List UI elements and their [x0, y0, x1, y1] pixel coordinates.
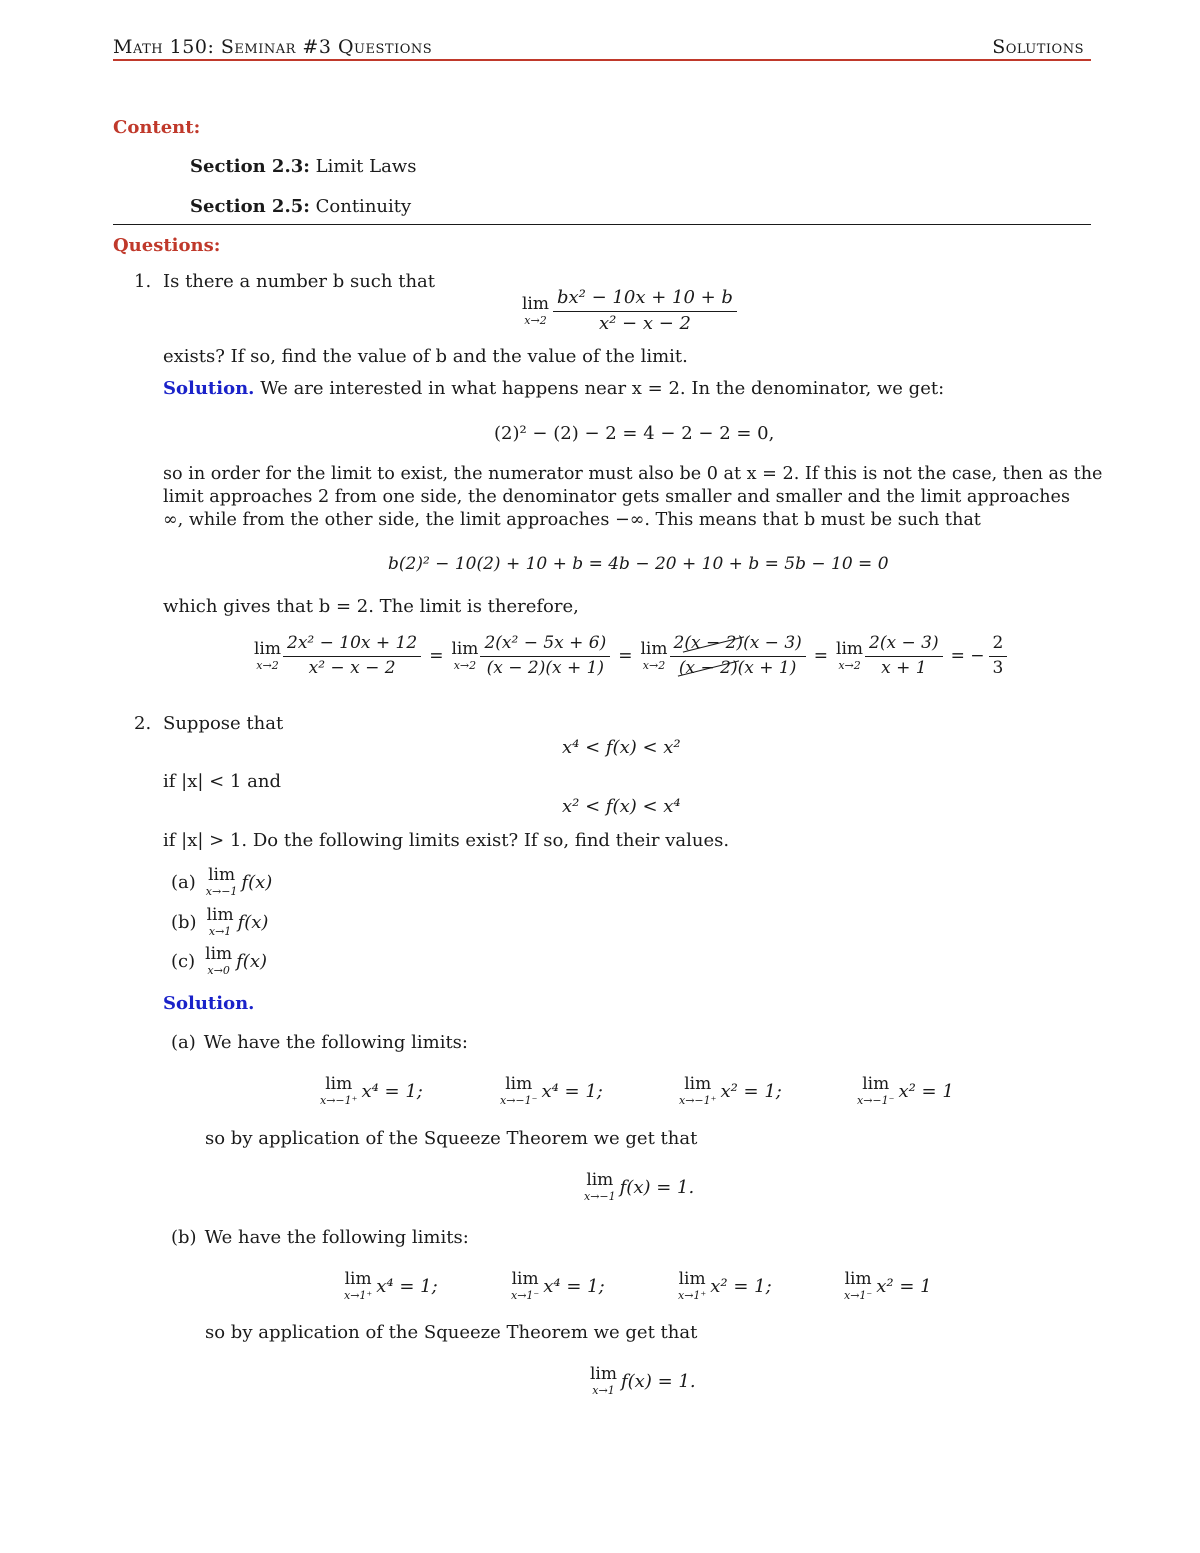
- header-title: Math 150: Seminar #3 Questions: [113, 36, 433, 58]
- q2-condition-2: if |x| > 1. Do the following limits exist? If so, find their values.: [163, 830, 730, 851]
- fraction: $\frac{2(x - 3)}{x + 1}$: [865, 634, 943, 678]
- q2-part-c: [171, 946, 267, 976]
- part-expression: f(x): [236, 950, 267, 972]
- q1-limit-expression: [522, 288, 737, 334]
- content-heading: Content:: [113, 117, 201, 138]
- q2-suppose: Suppose that: [163, 713, 284, 734]
- limit-operator: lim x→1⁻: [844, 1269, 873, 1302]
- q1-limit-chain: lim x→2 $\frac{\text{2x² − 10x + 12}}{\text{x² − x − 2}}$ = lim x→2 $\frac{\text{2(x² − 5x + 6)}}{(x - 2)(x + 1)}$ = lim x→2 $\frac{2(x - 2)(x - 3)}{(x - 2)(x + 1)}$ = lim x→2 $\frac{2(x - 3)}{x + 1}$ = − $\frac{2}{3}$: [254, 634, 1007, 678]
- q2-inequality-1: x⁴ < f(x) < x²: [562, 737, 681, 758]
- limit-operator: lim x→−1⁻: [857, 1074, 895, 1107]
- q1-number: 1.: [134, 271, 152, 292]
- q2-part-a: [171, 867, 272, 897]
- fraction: $\frac{\text{2x² − 10x + 12}}{\text{x² − x − 2}}$: [283, 634, 421, 678]
- part-expression: f(x): [237, 911, 269, 933]
- content-item-text: Limit Laws: [315, 156, 417, 177]
- part-label: (c): [171, 950, 196, 972]
- q2-a-limit-1: lim x→−1⁺ x⁴ = 1;: [320, 1074, 423, 1107]
- limit-operator: lim x→−1⁺: [320, 1074, 358, 1107]
- limit-operator: lim x→2: [522, 294, 549, 328]
- cancelled-factor: (x − 2): [678, 657, 738, 678]
- q2-solution-label: Solution.: [163, 993, 255, 1014]
- fraction: $\frac{\text{bx² − 10x + 10 + b}}{\text{x² − x − 2}}$: [553, 288, 737, 334]
- part-expression: f(x): [241, 871, 273, 893]
- q2-a-intro: (a) We have the following limits:: [171, 1032, 468, 1053]
- q1-paragraph-line-1: so in order for the limit to exist, the numerator must also be 0 at x = 2. If this is not the case, then as the: [163, 464, 1103, 484]
- limit-operator: lim x→2: [451, 639, 479, 673]
- q2-inequality-2: x² < f(x) < x⁴: [562, 796, 681, 817]
- q2-a-final: lim x→−1 f(x) = 1.: [584, 1170, 695, 1203]
- q1-eq-b: b(2)² − 10(2) + 10 + b = 4b − 20 + 10 + b = 5b − 10 = 0: [388, 554, 889, 574]
- result-fraction: $\frac{2}{3}$: [989, 634, 1008, 678]
- solution-label: Solution.: [163, 378, 255, 399]
- limit-operator: lim x→1: [590, 1364, 617, 1397]
- q2-a-squeeze: so by application of the Squeeze Theorem we get that: [205, 1128, 698, 1149]
- q1-paragraph-line-2: limit approaches 2 from one side, the denominator gets smaller and smaller and the limit approaches: [163, 487, 1070, 507]
- content-item-label: Section 2.5:: [190, 196, 310, 217]
- q1-solution-intro: [163, 378, 944, 399]
- part-label: (a): [171, 871, 196, 893]
- limit-operator: lim x→2: [836, 639, 864, 673]
- header-rule: [113, 59, 1091, 61]
- q2-b-final: lim x→1 f(x) = 1.: [590, 1364, 696, 1397]
- questions-heading: Questions:: [113, 235, 221, 256]
- q1-prompt-after: exists? If so, find the value of b and the value of the limit.: [163, 346, 688, 367]
- limit-operator: lim x→−1: [584, 1170, 616, 1203]
- content-divider: [113, 224, 1091, 225]
- q1-prompt: Is there a number b such that: [163, 271, 435, 292]
- q1-gives: which gives that b = 2. The limit is therefore,: [163, 596, 579, 617]
- content-item-label: Section 2.3:: [190, 156, 310, 177]
- q2-b-intro: (b) We have the following limits:: [171, 1227, 469, 1248]
- q2-number: 2.: [134, 713, 152, 734]
- cancelled-factor: (x − 2): [684, 633, 744, 653]
- q2-condition-1: if |x| < 1 and: [163, 771, 281, 792]
- header-right-label: Solutions: [992, 36, 1084, 58]
- limit-operator: lim x→−1⁻: [500, 1074, 538, 1107]
- content-item-section-2-3: [190, 156, 416, 177]
- q2-b-limit-4: lim x→1⁻ x² = 1: [844, 1269, 932, 1302]
- solution-text: We are interested in what happens near x = 2. In the denominator, we get:: [260, 378, 945, 399]
- q2-a-limit-4: lim x→−1⁻ x² = 1: [857, 1074, 954, 1107]
- limit-operator: lim x→2: [254, 639, 281, 673]
- q1-eq-denominator: (2)² − (2) − 2 = 4 − 2 − 2 = 0,: [494, 423, 775, 444]
- limit-operator: lim x→−1: [205, 865, 238, 898]
- q2-b-limit-2: lim x→1⁻ x⁴ = 1;: [511, 1269, 605, 1302]
- limit-operator: lim x→2: [640, 639, 668, 673]
- limit-operator: lim x→1⁻: [511, 1269, 540, 1302]
- content-item-text: Continuity: [315, 196, 412, 217]
- limit-operator: lim x→1⁺: [344, 1269, 373, 1302]
- fraction: $\frac{\text{2(x² − 5x + 6)}}{(x - 2)(x + 1)}$: [480, 634, 610, 678]
- part-label: (b): [171, 911, 197, 933]
- limit-operator: lim x→−1⁺: [679, 1074, 717, 1107]
- fraction-cancelled: $\frac{2(x - 2)(x - 3)}{(x - 2)(x + 1)}$: [670, 634, 806, 678]
- q2-b-limit-1: lim x→1⁺ x⁴ = 1;: [344, 1269, 438, 1302]
- q2-a-limit-3: lim x→−1⁺ x² = 1;: [679, 1074, 782, 1107]
- limit-operator: lim x→1⁺: [678, 1269, 707, 1302]
- q2-b-limit-3: lim x→1⁺ x² = 1;: [678, 1269, 772, 1302]
- q2-a-limit-2: lim x→−1⁻ x⁴ = 1;: [500, 1074, 603, 1107]
- limit-operator: lim x→0: [205, 944, 233, 977]
- q1-paragraph-line-3: ∞, while from the other side, the limit approaches −∞. This means that b must be such that: [163, 510, 981, 530]
- limit-operator: lim x→1: [206, 905, 234, 938]
- q2-part-b: [171, 907, 268, 937]
- content-item-section-2-5: [190, 196, 411, 217]
- q2-b-squeeze: so by application of the Squeeze Theorem we get that: [205, 1322, 698, 1343]
